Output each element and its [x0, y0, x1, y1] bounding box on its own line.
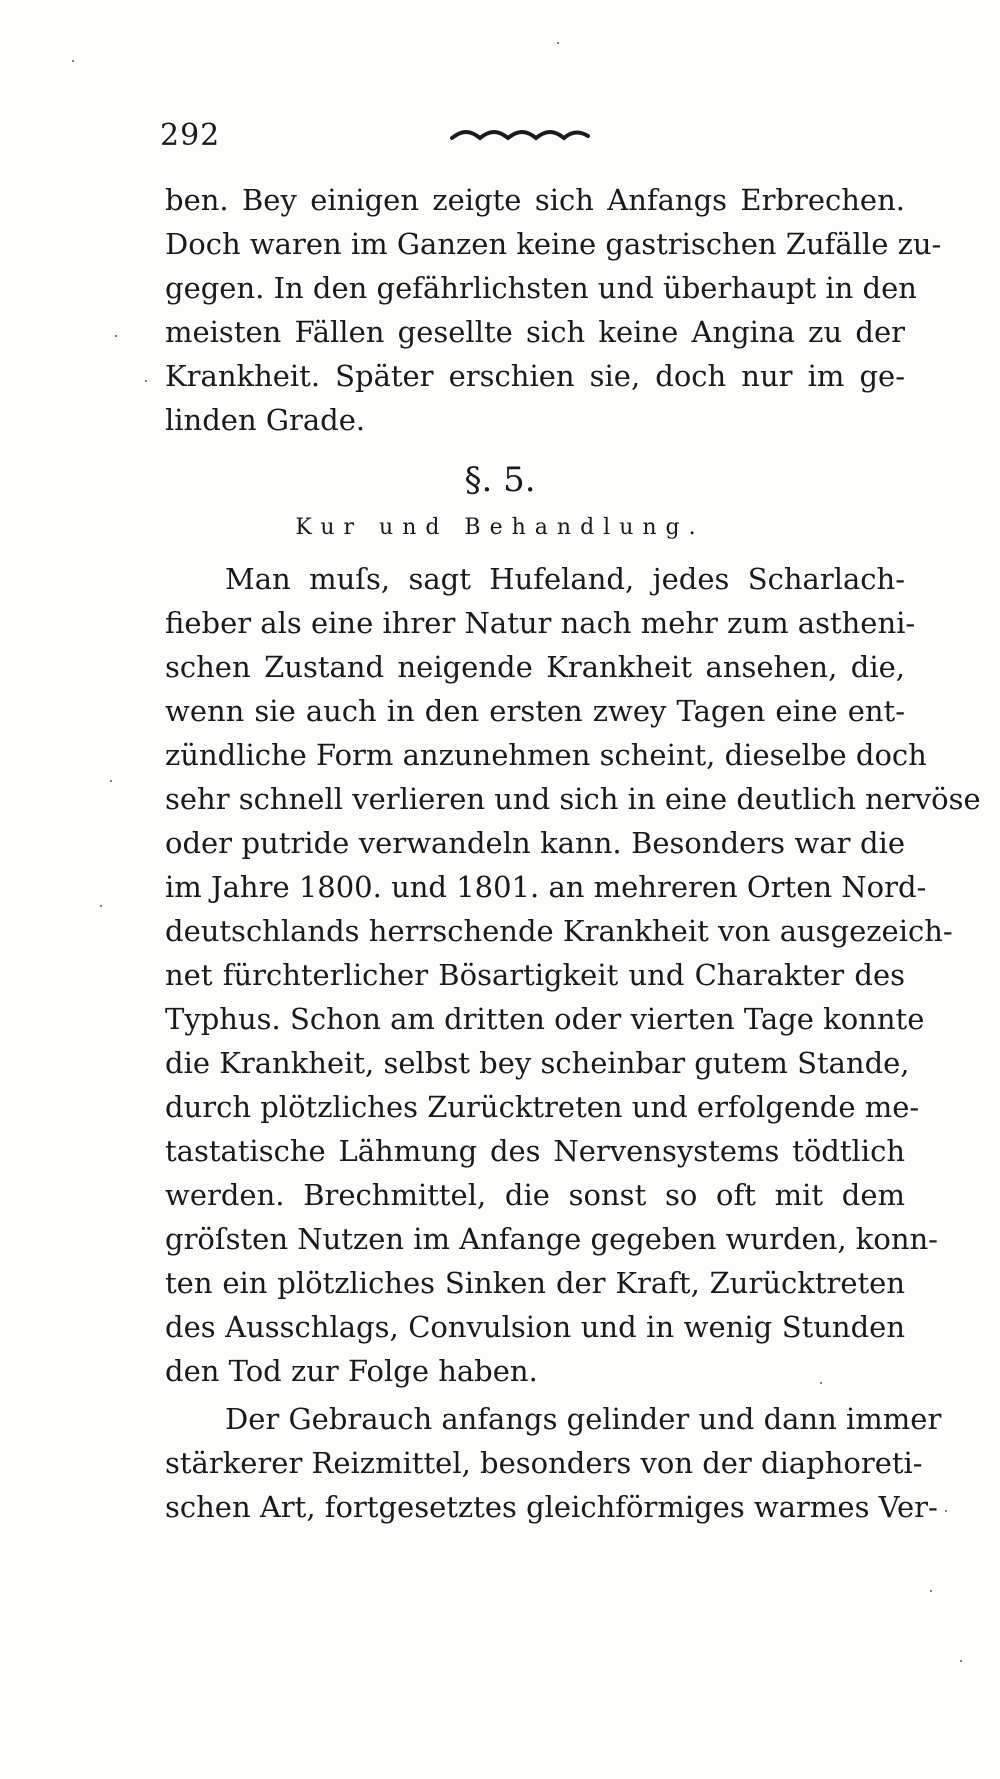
text-line: im Jahre 1800. und 1801. an mehreren Orten Nord-: [165, 870, 927, 904]
text-line: fieber als eine ihrer Natur nach mehr zum astheni-: [165, 606, 916, 640]
text-line: Krankheit. Später erschien sie, doch nur im ge-: [165, 359, 905, 393]
text-line: linden Grade.: [165, 403, 366, 437]
page-header: [160, 118, 900, 158]
section-number: §. 5.: [464, 460, 536, 500]
text-line: zündliche Form anzunehmen scheint, dieselbe doch: [165, 738, 927, 772]
text-line: ben. Bey einigen zeigte sich Anfangs Erbrechen.: [165, 183, 905, 217]
text-line: des Ausschlags, Convulsion und in wenig Stunden: [165, 1310, 905, 1344]
text-line: schen Zustand neigende Krankheit ansehen, die,: [165, 650, 905, 684]
paragraph-3: [165, 1397, 942, 1529]
text-line: oder putride verwandeln kann. Besonders war die: [165, 826, 905, 860]
page-number: 292: [160, 118, 221, 153]
text-line: Typhus. Schon am dritten oder vierten Tage konnte: [165, 1002, 925, 1036]
text-line: meisten Fällen gesellte sich keine Angina zu der: [165, 315, 905, 349]
text-line: die Krankheit, selbst bey scheinbar gutem Stande,: [165, 1046, 910, 1080]
header-ornament-icon: [450, 126, 590, 146]
text-line: wenn sie auch in den ersten zwey Tagen eine ent-: [165, 694, 905, 728]
text-line: Doch waren im Ganzen keine gastrischen Zufälle zu-: [165, 227, 942, 261]
text-line: tastatische Lähmung des Nervensystems tödtlich: [165, 1134, 905, 1168]
text-line: durch plötzliches Zurücktreten und erfolgende me-: [165, 1090, 920, 1124]
text-line: gegen. In den gefährlichsten und überhaupt in den: [165, 271, 917, 305]
text-line: sehr schnell verlieren und sich in eine deutlich nervöse: [165, 782, 981, 816]
text-line: den Tod zur Folge haben.: [165, 1354, 538, 1388]
text-line: Der Gebrauch anfangs gelinder und dann immer: [225, 1402, 942, 1436]
text-line: stärkerer Reizmittel, besonders von der diaphoreti-: [165, 1446, 923, 1480]
text-line: schen Art, fortgesetztes gleichförmiges warmes Ver-: [165, 1490, 938, 1524]
paragraph-1: [165, 178, 942, 442]
text-line: Man muſs, sagt Hufeland, jedes Scharlach-: [225, 562, 905, 596]
text-line: gröſsten Nutzen im Anfange gegeben wurden, konn-: [165, 1222, 938, 1256]
text-line: ten ein plötzliches Sinken der Kraft, Zurücktreten: [165, 1266, 905, 1300]
text-line: net fürchterlicher Bösartigkeit und Charakter des: [165, 958, 905, 992]
paragraph-2: [165, 557, 981, 1393]
text-line: werden. Brechmittel, die sonst so oft mit dem: [165, 1178, 905, 1212]
text-line: deutschlands herrschende Krankheit von ausgezeich-: [165, 914, 953, 948]
section-heading: Kur und Behandlung.: [295, 515, 705, 540]
